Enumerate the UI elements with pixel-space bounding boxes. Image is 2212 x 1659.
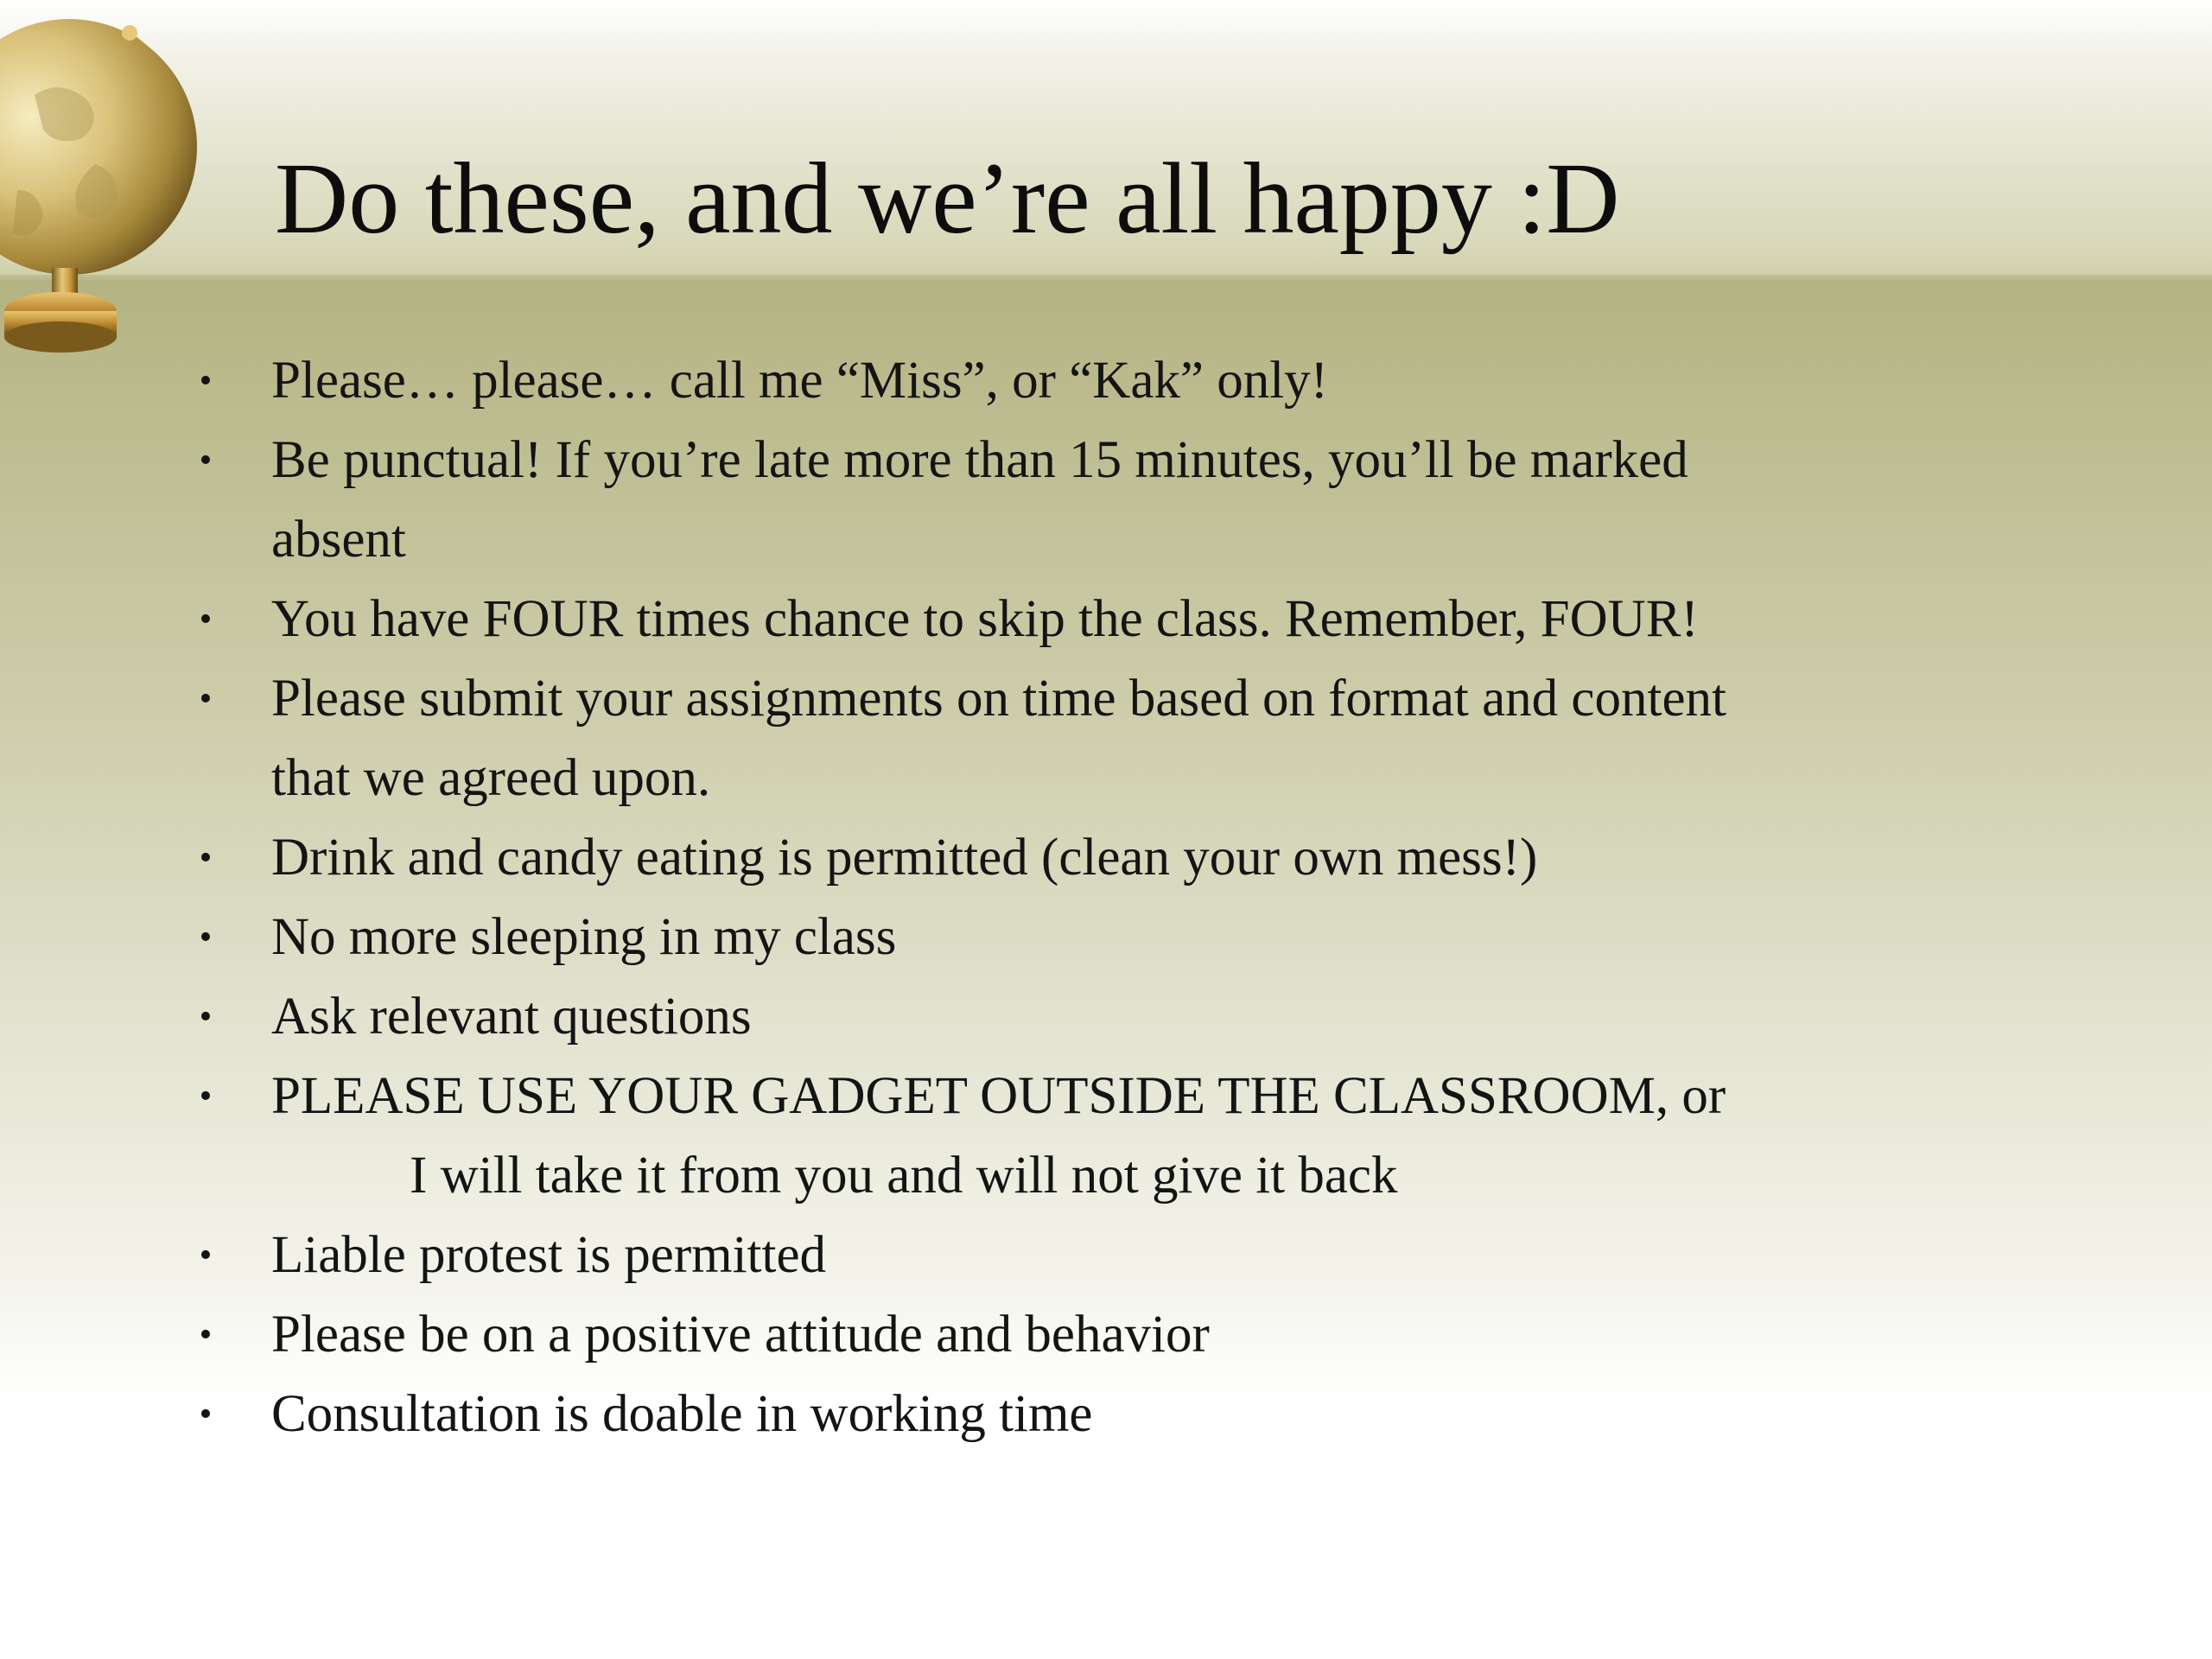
list-item	[0, 898, 2212, 977]
rules-list	[0, 341, 2212, 1454]
rule-text: Ask relevant questions	[271, 988, 752, 1046]
list-item	[0, 818, 2212, 898]
list-item	[0, 341, 2212, 421]
rule-text: Be punctual! If you’re late more than 15 minutes, you’ll be marked	[271, 431, 1688, 489]
list-item	[0, 659, 2212, 818]
bullet-icon: •	[199, 679, 213, 719]
bullet-icon: •	[199, 918, 213, 957]
rule-text: Please be on a positive attitude and behavior	[271, 1306, 1210, 1363]
rule-text: Liable protest is permitted	[271, 1226, 827, 1284]
list-item	[0, 1295, 2212, 1375]
list-item	[0, 1375, 2212, 1454]
rule-text: Drink and candy eating is permitted (clean your own mess!)	[271, 829, 1538, 887]
list-item	[0, 421, 2212, 580]
bullet-icon: •	[199, 1395, 213, 1434]
rule-text: Consultation is doable in working time	[271, 1385, 1093, 1443]
slide-title: Do these, and we’re all happy :D	[275, 142, 1620, 255]
bullet-icon: •	[199, 1077, 213, 1116]
bullet-icon: •	[199, 441, 213, 480]
rule-text-continued: absent	[271, 511, 406, 569]
bullet-icon: •	[199, 997, 213, 1037]
bullet-icon: •	[199, 1315, 213, 1355]
bullet-icon: •	[199, 1236, 213, 1275]
list-item	[0, 580, 2212, 659]
rule-text: Please… please… call me “Miss”, or “Kak” only!	[271, 352, 1328, 410]
list-item	[0, 1057, 2212, 1216]
rule-text: Please submit your assignments on time based on format and content	[271, 670, 1726, 728]
rule-text-continued: that we agreed upon.	[271, 749, 711, 807]
rule-text: You have FOUR times chance to skip the class. Remember, FOUR!	[271, 590, 1699, 648]
bullet-icon: •	[199, 600, 213, 639]
bullet-icon: •	[199, 838, 213, 878]
rule-text: No more sleeping in my class	[271, 908, 897, 966]
list-item	[0, 1216, 2212, 1295]
rule-text: PLEASE USE YOUR GADGET OUTSIDE THE CLASSROOM, or	[271, 1067, 1726, 1125]
rule-text-indented: I will take it from you and will not give it back	[410, 1147, 1398, 1205]
list-item	[0, 977, 2212, 1057]
globe-icon	[0, 0, 207, 363]
bullet-icon: •	[199, 361, 213, 401]
